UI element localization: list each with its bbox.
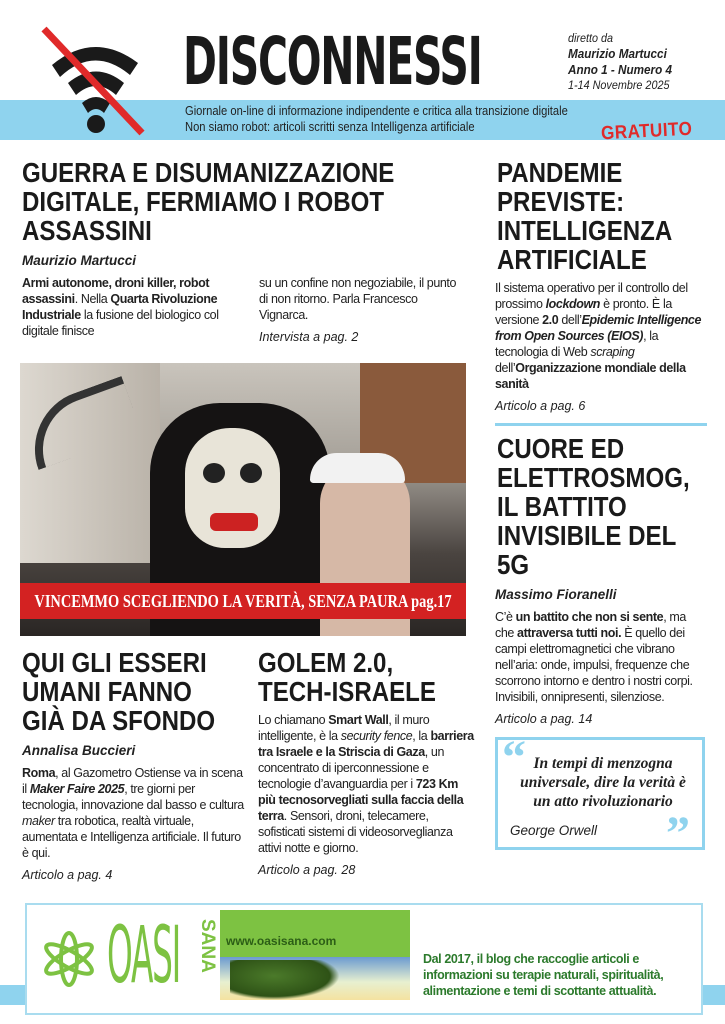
pandemie-headline[interactable] (495, 158, 707, 274)
ad-url[interactable]: www.oasisana.com (226, 934, 337, 948)
cuore-author: Massimo Fioranelli (495, 587, 617, 602)
brand-logo-sana: SANA (197, 919, 217, 1007)
golem-headline[interactable] (258, 648, 478, 706)
no-wifi-logo-icon (38, 25, 150, 137)
cuore-ref[interactable]: Articolo a pag. 14 (495, 712, 593, 726)
quote-author: George Orwell (510, 823, 598, 838)
lead-ref[interactable]: Intervista a pag. 2 (259, 330, 359, 344)
headline-line: PREVISTE: (497, 186, 625, 217)
headline-line: ASSASSINI (22, 215, 152, 246)
right-column (495, 157, 707, 860)
headline-line: DIGITALE, FERMIAMO I ROBOT (22, 186, 385, 217)
headline-line: CUORE ED (497, 433, 625, 464)
headline-line: IL BATTITO (497, 491, 627, 522)
flower-logo-icon (35, 925, 103, 993)
lead-body-col2: su un confine non negoziabile, il punto di non ritorno. Parla Francesco Vignarca. (259, 276, 457, 322)
lead-headline[interactable] (22, 158, 472, 245)
masthead-title: DISCONNESSI (183, 23, 482, 100)
issue-number: Anno 1 - Numero 4 (568, 62, 673, 77)
golem-article (258, 648, 478, 878)
ad-banner-image (220, 910, 410, 1000)
cuore-body: C’è un battito che non si sente, ma che attraversa tutti noi. È quello dei campi elettromagnetici che vibrano nell’aria: onde, impulsi, frequenze che scorrono intorno e dentro i nostri corpi. Invisibili, onnipresenti, silenziose. (495, 610, 693, 704)
headline-line: TECH-ISRAELE (258, 676, 436, 707)
tagline (185, 103, 568, 135)
headline-line: GOLEM 2.0, (258, 647, 394, 678)
lead-body-text: la fusione del biologico col digitale finisce (22, 308, 219, 338)
esseri-headline[interactable] (22, 648, 248, 735)
esseri-body: Roma, al Gazometro Ostiense va in scena il Maker Faire 2025, tre giorni per tecnologia, innovazione dal basso e cultura maker tra robotica, realtà virtuale, aumentata e Intelligenza artificiale. Il futuro è qui. (22, 766, 244, 860)
quote-box (495, 731, 705, 860)
director: Maurizio Martucci (568, 46, 667, 61)
lead-body-col1 (22, 275, 244, 345)
pandemie-ref[interactable]: Articolo a pag. 6 (495, 399, 586, 413)
pandemie-body: Il sistema operativo per il controllo del prossimo lockdown è pronto. È la versione 2.0 dell’Epidemic Intelligence from Open Sources (EIOS), la tecnologia di Web scraping dell’Organizzazione mondiale della sanità (495, 281, 702, 391)
lead-body-bold: Armi autonome, droni killer, robot assassini (22, 276, 210, 306)
headline-line: 5G (497, 549, 530, 580)
brand-logo: OASI (107, 911, 181, 1001)
issue-dates: 1-14 Novembre 2025 (568, 78, 670, 92)
lead-body-text: . Nella (74, 292, 111, 306)
tagline-1: Giornale on-line di informazione indipendente e critica alla transizione digitale (185, 103, 568, 118)
open-quote-icon: “ (502, 731, 526, 784)
divider (495, 423, 707, 426)
masthead-info (568, 31, 672, 93)
headline-line: ARTIFICIALE (497, 244, 647, 275)
headline-line: INTELLIGENZA (497, 215, 673, 246)
headline-line: QUI GLI ESSERI (22, 647, 207, 678)
free-badge: GRATUITO (600, 118, 693, 145)
lead-article (22, 158, 472, 345)
headline-line: PANDEMIE (497, 157, 623, 188)
tagline-2: Non siamo robot: articoli scritti senza Intelligenza artificiale (185, 119, 475, 134)
oasisana-ad[interactable] (25, 903, 703, 1015)
headline-line: UMANI FANNO (22, 676, 192, 707)
close-quote-icon: ” (666, 807, 690, 860)
lead-author: Maurizio Martucci (22, 253, 137, 268)
esseri-author: Annalisa Buccieri (22, 743, 136, 758)
lead-photo (20, 363, 466, 636)
headline-line: INVISIBILE DEL (497, 520, 677, 551)
golem-ref[interactable]: Articolo a pag. 28 (258, 863, 356, 877)
cuore-headline[interactable] (495, 434, 707, 579)
esseri-ref[interactable]: Articolo a pag. 4 (22, 868, 113, 882)
headline-line: ELETTROSMOG, (497, 462, 690, 493)
lead-body-bold: Quarta Rivoluzione Industriale (22, 292, 218, 322)
golem-body: Lo chiamano Smart Wall, il muro intelligente, è la security fence, la barriera tra Israele e la Striscia di Gaza, un concentrato di iperconnessione e tecnologie d’avanguardia per i 723 Km più tecnosorvegliati sulla faccia della terra. Sensori, droni, telecamere, sofisticati sistemi di videosorveglianza attivi notte e giorno. (258, 713, 474, 855)
headline-line: GIÀ DA SFONDO (22, 705, 216, 736)
headline-line: GUERRA E DISUMANIZZAZIONE (22, 157, 395, 188)
directed-by: diretto da (568, 31, 614, 45)
photo-caption: VINCEMMO SCEGLIENDO LA VERITÀ, SENZA PAURA pag.17 (34, 591, 452, 611)
quote-text: In tempi di menzogna universale, dire la verità è un atto rivoluzionario (520, 755, 686, 810)
ad-text: Dal 2017, il blog che raccoglie articoli e informazioni su terapie naturali, spiritualità, alimentazione e temi di scottante attualità. (423, 952, 664, 998)
esseri-article (22, 648, 248, 883)
